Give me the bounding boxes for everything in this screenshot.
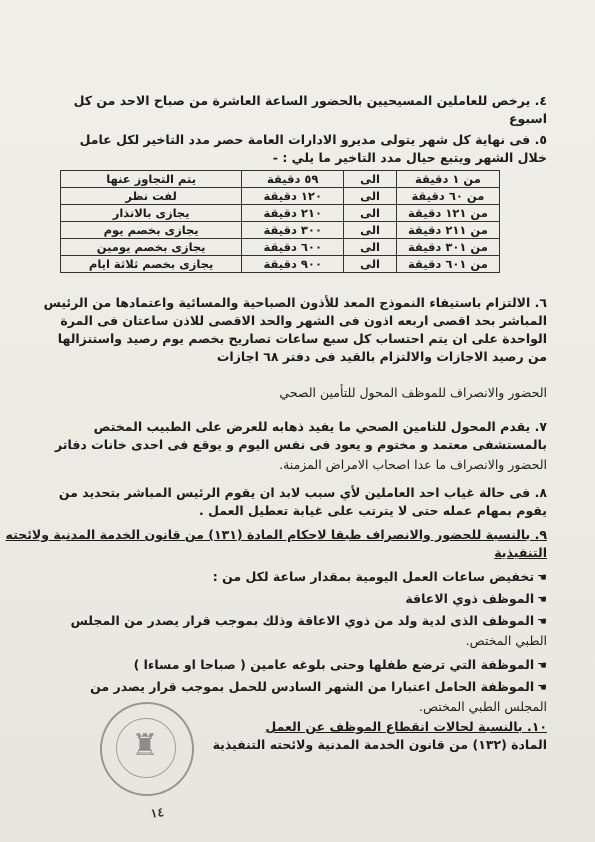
item-9-intro — [47, 568, 547, 587]
item-9-bullet-4a — [47, 678, 547, 697]
table-row — [61, 188, 500, 205]
table-cell: ٦٠٠ دقيقة — [242, 239, 344, 256]
table-row — [61, 205, 500, 222]
item-6-line-1: ٦. الالتزام باستيفاء النموذج المعد للأذون الصباحية والمسائية واعتمادها من الرئيس — [43, 295, 547, 310]
delay-table-body — [61, 171, 500, 273]
table-cell: يجازى بخصم ثلاثة ايام — [61, 256, 242, 273]
page-number: ١٤ — [149, 805, 166, 821]
item-4-line-1: ٤. يرخص للعاملين المسيحيين بالحضور الساعة العاشرة من صباح الاحد من كل — [73, 93, 547, 108]
table-cell: لفت نظر — [61, 188, 242, 205]
item-5-line-2: خلال الشهر ويتبع حيال مدد التاخير ما يلي : - — [272, 150, 547, 165]
item-9-line-2: التنفيذية — [494, 545, 547, 560]
item-7-line-1: ٧. يقدم المحول للتامين الصحي ما يفيد ذهابه للعرض على الطبيب المختص — [93, 419, 547, 434]
item-8-line-1: ٨. فى حالة غياب احد العاملين لأي سبب لابد ان يقوم الرئيس المباشر بتحديد من — [58, 485, 547, 500]
table-header-row — [61, 171, 500, 188]
item-6-line-2: المباشر بحد اقصى اربعه اذون فى الشهر والحد الاقصى للاذن ساعتان فى المرة — [60, 313, 547, 328]
table-cell: ٥٩ دقيقة — [242, 171, 344, 188]
item-6-line-3: الواحدة على ان يتم احتساب كل سبع ساعات تصاريح بخصم يوم رصيد واستنزالها — [57, 331, 547, 346]
table-cell: من ٣٠١ دقيقة — [396, 239, 499, 256]
table-cell: من ١ دقيقة — [396, 171, 499, 188]
item-6-line-4: من رصيد الاجازات والالتزام بالقيد فى دفتر ٦٨ اجازات — [216, 349, 547, 364]
table-cell: يجازى بخصم يوم — [61, 222, 242, 239]
item-9-bullet-4b: المجلس الطبي المختص. — [419, 699, 547, 714]
item-9-bullet-3-text: الموظفة التي ترضع طفلها وحتى بلوغه عامين ( صباحا او مساءا ) — [133, 657, 535, 672]
table-row — [61, 239, 500, 256]
hand-bullet-icon: ☚ — [537, 615, 547, 628]
table-cell: الى — [344, 171, 397, 188]
item-9-bullet-3 — [47, 656, 547, 675]
table-cell: الى — [344, 256, 397, 273]
hand-bullet-icon: ☚ — [537, 593, 547, 606]
hand-bullet-icon: ☚ — [537, 571, 547, 584]
table-cell: من ١٢١ دقيقة — [396, 205, 499, 222]
item-4-line-2: اسبوع — [508, 111, 547, 126]
table-cell: الى — [344, 222, 397, 239]
item-5-line-1: ٥. فى نهاية كل شهر يتولى مديرو الادارات العامة حصر مدد التاخير لكل عامل — [79, 132, 547, 147]
item-10-line-1: ١٠. بالنسبة لحالات انقطاع الموظف عن العمل — [265, 719, 547, 734]
official-seal-icon — [100, 702, 194, 796]
table-cell: الى — [344, 239, 397, 256]
table-cell: الى — [344, 205, 397, 222]
table-cell: يجازى بخصم يومين — [61, 239, 242, 256]
table-cell: من ٢١١ دقيقة — [396, 222, 499, 239]
table-cell: الى — [344, 188, 397, 205]
table-cell: ١٢٠ دقيقة — [242, 188, 344, 205]
table-cell: ٩٠٠ دقيقة — [242, 256, 344, 273]
item-9-bullet-2b: الطبي المختص. — [465, 633, 547, 648]
item-9-bullet-1 — [47, 590, 547, 609]
table-cell: يتم التجاوز عنها — [61, 171, 242, 188]
table-cell: ٢١٠ دقيقة — [242, 205, 344, 222]
delay-penalty-table — [60, 170, 500, 273]
section-health-insurance: الحضور والانصراف للموظف المحول للتأمين الصحي — [279, 385, 547, 400]
item-8-line-2: يقوم بمهام عمله حتى لا يترتب على غيابة تعطيل العمل . — [199, 503, 547, 518]
item-9-bullet-2a — [47, 612, 547, 631]
table-cell: ٣٠٠ دقيقة — [242, 222, 344, 239]
eagle-emblem-icon: ♜ — [131, 728, 159, 763]
item-9-intro-text: تخفيض ساعات العمل اليومية بمقدار ساعة لكل من : — [212, 569, 535, 584]
hand-bullet-icon: ☚ — [537, 659, 547, 672]
table-row — [61, 222, 500, 239]
item-7-line-3: الحضور والانصراف ما عدا اصحاب الامراض المزمنة. — [279, 457, 547, 472]
item-7-line-2: بالمستشفى معتمد و مختوم و يعود فى نفس اليوم و يوقع فى احدى خانات دفاتر — [55, 437, 547, 452]
table-cell: من ٦٠١ دقيقة — [396, 256, 499, 273]
item-9-bullet-2a-text: الموظف الذى لدية ولد من ذوي الاعاقة وذلك بموجب قرار يصدر من المجلس — [70, 613, 535, 628]
item-9-bullet-1-text: الموظف ذوي الاعاقة — [405, 591, 535, 606]
table-cell: من ٦٠ دقيقة — [396, 188, 499, 205]
item-9-line-1: ٩. بالنسبة للحضور والانصراف طبقا لاحكام المادة (١٣١) من قانون الخدمة المدنية ولائحته — [5, 527, 547, 542]
table-row — [61, 256, 500, 273]
item-10-line-2: المادة (١٣٢) من قانون الخدمة المدنية ولائحته التنفيذية — [212, 737, 547, 752]
table-cell: يجازى بالانذار — [61, 205, 242, 222]
item-9-bullet-4a-text: الموظفة الحامل اعتبارا من الشهر السادس للحمل بموجب قرار يصدر من — [90, 679, 535, 694]
hand-bullet-icon: ☚ — [537, 681, 547, 694]
